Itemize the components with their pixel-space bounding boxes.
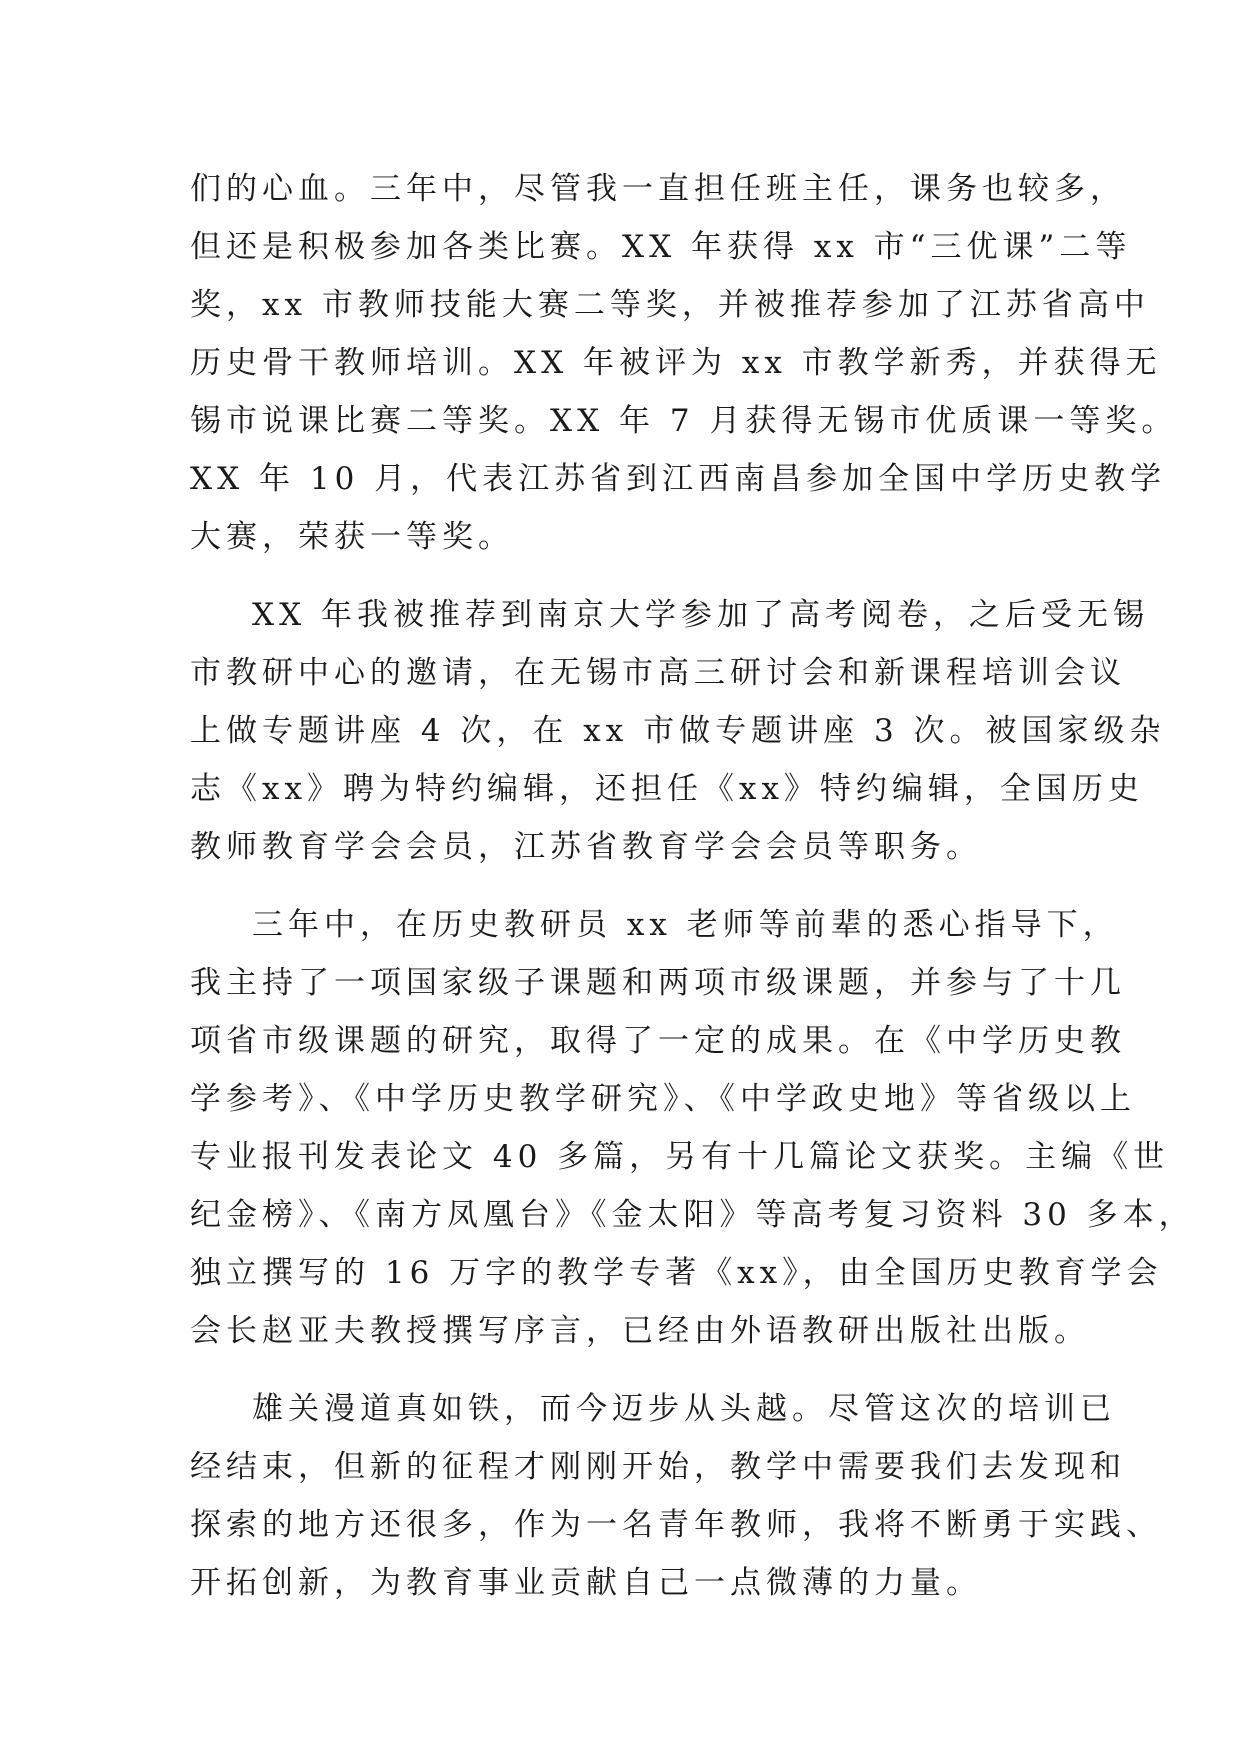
paragraph-line: 志《xx》聘为特约编辑，还担任《xx》特约编辑，全国历史 (190, 771, 1144, 807)
paragraph-line: XX 年 10 月，代表江苏省到江西南昌参加全国中学历史教学 (190, 461, 1167, 497)
paragraph-spacer (190, 876, 1060, 896)
paragraph-3 (190, 896, 1195, 1360)
paragraph-line: 市教研中心的邀请，在无锡市高三研讨会和新课程培训会议 (190, 655, 1126, 691)
paragraph-line: 历史骨干教师培训。XX 年被评为 xx 市教学新秀，并获得无 (190, 345, 1162, 381)
paragraph-spacer (190, 1360, 1060, 1380)
paragraph-1 (190, 160, 1178, 566)
paragraph-line: 纪金榜》、《南方凤凰台》《金太阳》等高考复习资料 30 多本， (190, 1197, 1195, 1233)
paragraph-line: 大赛，荣获一等奖。 (190, 519, 514, 555)
paragraph-spacer (190, 566, 1060, 586)
paragraph-line: 学参考》、《中学历史教学研究》、《中学政史地》等省级以上 (190, 1081, 1136, 1117)
paragraph-line: 们的心血。三年中，尽管我一直担任班主任，课务也较多， (190, 171, 1126, 207)
paragraph-line: 会长赵亚夫教授撰写序言，已经由外语教研出版社出版。 (190, 1313, 1090, 1349)
paragraph-2 (190, 586, 1166, 876)
paragraph-line: 探索的地方还很多，作为一名青年教师，我将不断勇于实践、 (190, 1507, 1162, 1543)
paragraph-first-line: 雄关漫道真如铁，而今迈步从头越。尽管这次的培训已 (252, 1391, 1116, 1427)
document-page (190, 160, 1195, 1612)
paragraph-line: 奖，xx 市教师技能大赛二等奖，并被推荐参加了江苏省高中 (190, 287, 1150, 323)
paragraph-line: 上做专题讲座 4 次，在 xx 市做专题讲座 3 次。被国家级杂 (190, 713, 1166, 749)
paragraph-line: 锡市说课比赛二等奖。XX 年 7 月获得无锡市优质课一等奖。 (190, 403, 1178, 439)
paragraph-line: 独立撰写的 16 万字的教学专著《xx》，由全国历史教育学会 (190, 1255, 1163, 1291)
paragraph-line: 专业报刊发表论文 40 多篇，另有十几篇论文获奖。主编《世 (190, 1139, 1170, 1175)
paragraph-first-line: 三年中，在历史教研员 xx 老师等前辈的悉心指导下， (252, 907, 1119, 943)
paragraph-line: 但还是积极参加各类比赛。XX 年获得 xx 市“三优课”二等 (190, 229, 1132, 265)
paragraph-line: 我主持了一项国家级子课题和两项市级课题，并参与了十几 (190, 965, 1126, 1001)
paragraph-line: 开拓创新，为教育事业贡献自己一点微薄的力量。 (190, 1565, 982, 1601)
paragraph-line: 经结束，但新的征程才刚刚开始，教学中需要我们去发现和 (190, 1449, 1126, 1485)
paragraph-first-line: XX 年我被推荐到南京大学参加了高考阅卷，之后受无锡 (252, 597, 1149, 633)
paragraph-line: 项省市级课题的研究，取得了一定的成果。在《中学历史教 (190, 1023, 1126, 1059)
paragraph-line: 教师教育学会会员，江苏省教育学会会员等职务。 (190, 829, 982, 865)
paragraph-4 (190, 1380, 1162, 1612)
